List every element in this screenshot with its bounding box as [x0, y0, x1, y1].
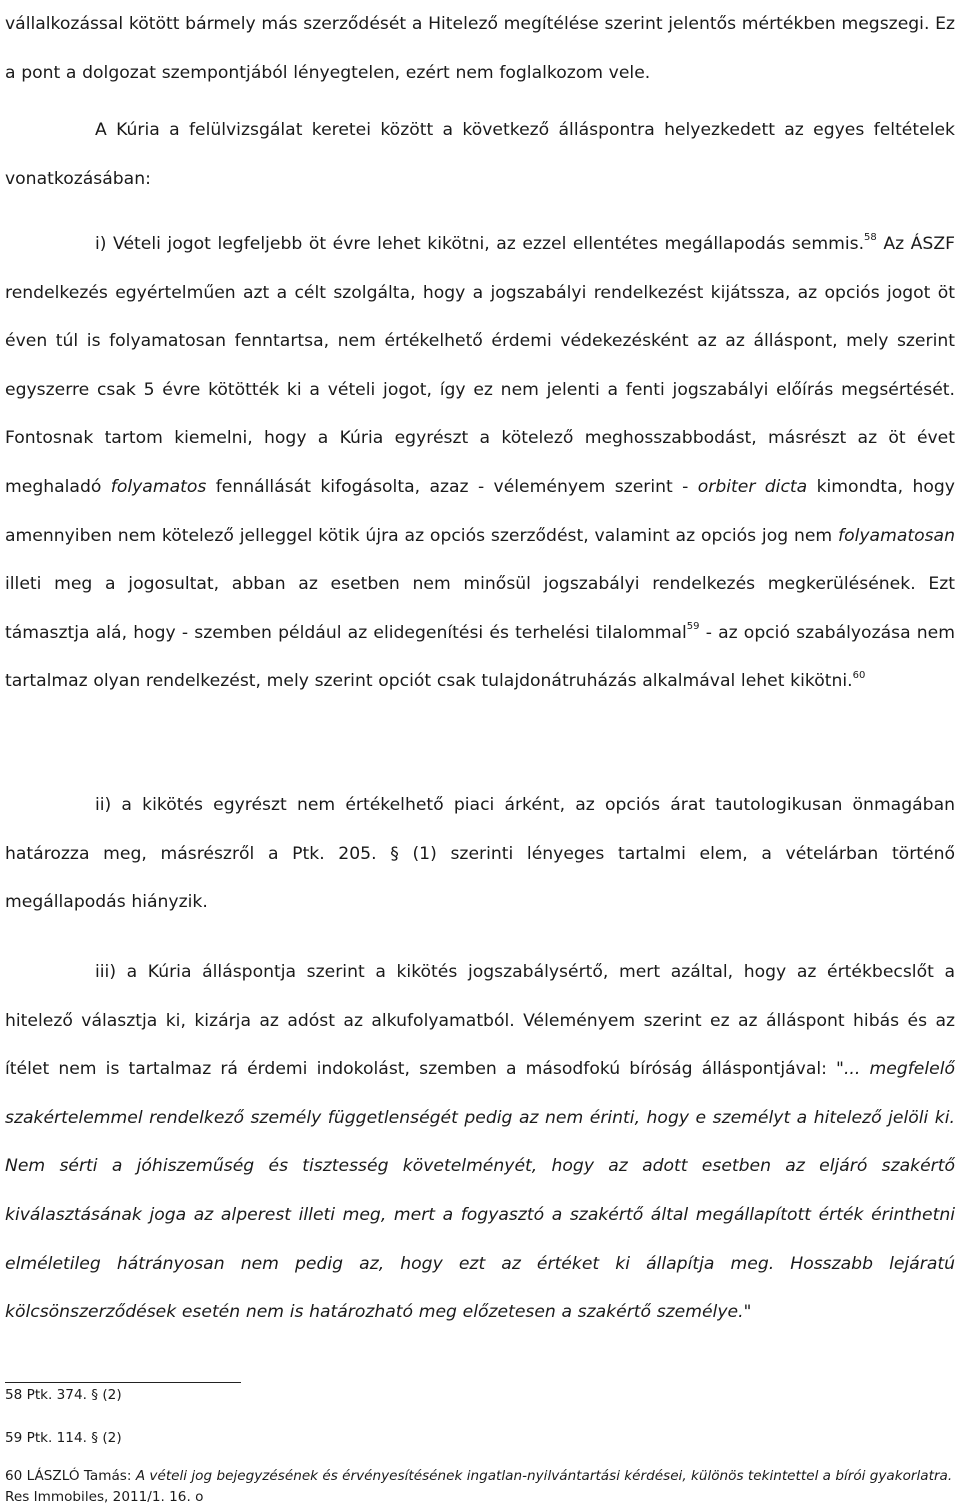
emphasis-folyamatosan: folyamatosan [838, 525, 955, 546]
paragraph-intro-continuation: vállalkozással kötött bármely más szerződését a Hitelező megítélése szerint jelentős mértékben megszegi. Ez a pont a dolgozat szempontjából lényegtelen, ezért nem foglalkozom vele. [5, 14, 955, 83]
footnote-ref-58[interactable]: 58 [864, 232, 877, 244]
paragraph-kuria-position: A Kúria a felülvizsgálat keretei között a következő álláspontra helyezkedett az egyes feltételek vonatkozásában: [5, 120, 955, 189]
condition-i-lead: i) Vételi jogot legfeljebb öt évre lehet kikötni, az ezzel ellentétes megállapodás semmis. [95, 234, 865, 254]
quote-close: " [743, 1302, 752, 1323]
condition-ii-text: ii) a kikötés egyrészt nem értékelhető piaci árként, az opciós árat tautologikusan önmagában határozza meg, másrészről a Ptk. 205. § (1) szerinti lényeges tartalmi elem, a vételárban történő megállapodás hiányzik. [5, 795, 955, 913]
footnote-60 [5, 1466, 955, 1508]
condition-i-text-a: Az ÁSZF rendelkezés egyértelműen azt a célt szolgálta, hogy a jogszabályi rendelkezést kijátssza, az opciós jogot öt éven túl is folyamatosan fenntartsa, nem értékelhető érdemi védekezésként az az álláspont, mely szerint egyszerre csak 5 évre kötötték ki a vételi jogot, így ez nem jelenti a fenti jogszabályi előírás megsértését. Fontosnak tartom kiemelni, hogy a Kúria egyrészt a kötelező meghosszabbodást, másrészt az öt évet meghaladó [5, 234, 955, 497]
paragraph-condition-ii [5, 781, 955, 927]
footnote-60-author: 60 LÁSZLÓ Tamás: [5, 1468, 132, 1484]
emphasis-folyamatos: folyamatos [110, 476, 207, 497]
footnote-59: 59 Ptk. 114. § (2) [5, 1430, 122, 1446]
footnote-60-title: A vételi jog bejegyzésének és érvényesítésének ingatlan-nyilvántartási kérdései, különös tekintettel a bírói gyakorlatra. [135, 1468, 953, 1484]
court-quote: ... megfelelő szakértelemmel rendelkező személy függetlenségét pedig az nem érinti, hogy e személyt a hitelező jelöli ki. Nem sérti a jóhiszeműség és tisztesség követelményét, hogy az adott esetben az eljáró szakértő kiválasztásának joga az alperest illeti meg, mert a fogyasztó a szakértő által megállapított érték érinthetni elméletileg hátrányosan nem pedig az, hogy ezt az értéket ki állapítja meg. Hosszabb lejáratú kölcsönszerződések esetén nem is határozható meg előzetesen a szakértő személye. [5, 1059, 955, 1323]
emphasis-orbiter-dicta: orbiter dicta [697, 476, 808, 497]
condition-i-text-c: kimondta, hogy amennyiben nem kötelező jelleggel kötik újra az opciós szerződést, valamint az opciós jog nem [5, 476, 955, 546]
footnote-ref-59[interactable]: 59 [686, 621, 700, 633]
footnote-ref-60[interactable]: 60 [852, 669, 866, 681]
condition-i-text-d: illeti meg a jogosultat, abban az esetben nem minősül jogszabályi rendelkezés megkerülésének. Ezt támasztja alá, hogy - szemben például az elidegenítési és terhelési tilalommal [5, 574, 955, 643]
paragraph-condition-i [5, 220, 955, 706]
condition-iii-text: iii) a Kúria álláspontja szerint a kikötés jogszabálysértő, mert azáltal, hogy az értékbecslőt a hitelező választja ki, kizárja az adóst az alkufolyamatból. Véleményem szerint ez az álláspont hibás és az ítélet nem is tartalmaz rá érdemi indokolást, szemben a másodfokú bíróság álláspontjával: " [5, 962, 955, 1080]
footnote-separator [5, 1382, 241, 1383]
paragraph-condition-iii [5, 948, 955, 1337]
condition-i-text-e: - az opció szabályozása nem tartalmaz olyan rendelkezést, mely szerint opciót csak tulajdonátruházás alkalmával lehet kikötni. [5, 622, 955, 692]
footnote-58: 58 Ptk. 374. § (2) [5, 1387, 122, 1403]
condition-i-text-b: fennállását kifogásolta, azaz - véleményem szerint - [215, 476, 689, 497]
footnote-60-source: Res Immobiles, 2011/1. 16. o [5, 1489, 204, 1505]
